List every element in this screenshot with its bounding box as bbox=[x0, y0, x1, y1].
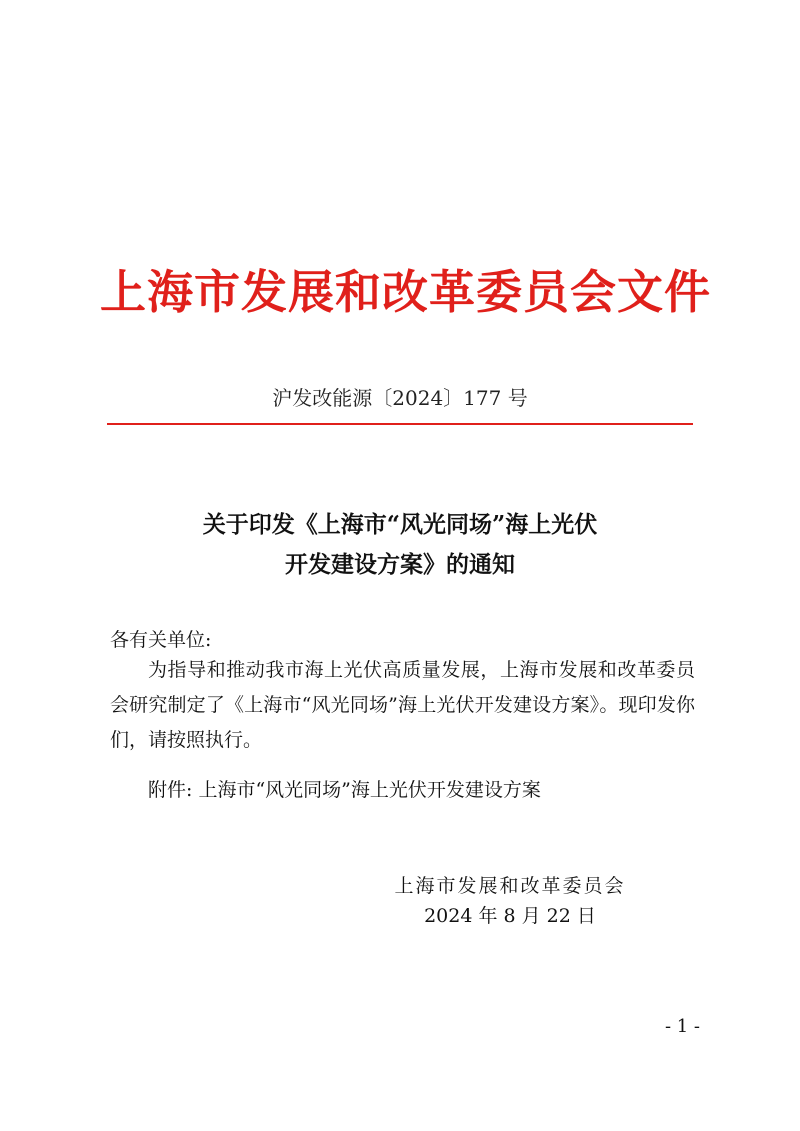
page-number: - 1 - bbox=[664, 1016, 700, 1037]
body-paragraph-block bbox=[110, 653, 695, 758]
notice-title-line-2: 开发建设方案》的通知 bbox=[285, 551, 515, 578]
issue-date: 2024 年 8 月 22 日 bbox=[424, 905, 596, 927]
notice-title bbox=[100, 505, 700, 585]
document-number: 沪发改能源〔2024〕177 号 bbox=[272, 386, 528, 410]
salutation: 各有关单位: bbox=[110, 629, 212, 651]
notice-title-line-1: 关于印发《上海市“风光同场”海上光伏 bbox=[202, 511, 598, 538]
issuer-signature: 上海市发展和改革委员会 bbox=[394, 875, 626, 897]
body-paragraph: 为指导和推动我市海上光伏高质量发展，上海市发展和改革委员会研究制定了《上海市“风光同场”海上光伏开发建设方案》。现印发你们，请按照执行。 bbox=[110, 659, 695, 751]
red-divider-line bbox=[107, 423, 693, 425]
document-masthead: 上海市发展和改革委员会文件 bbox=[100, 265, 711, 319]
attachment-line: 附件: 上海市“风光同场”海上光伏开发建设方案 bbox=[148, 779, 541, 801]
